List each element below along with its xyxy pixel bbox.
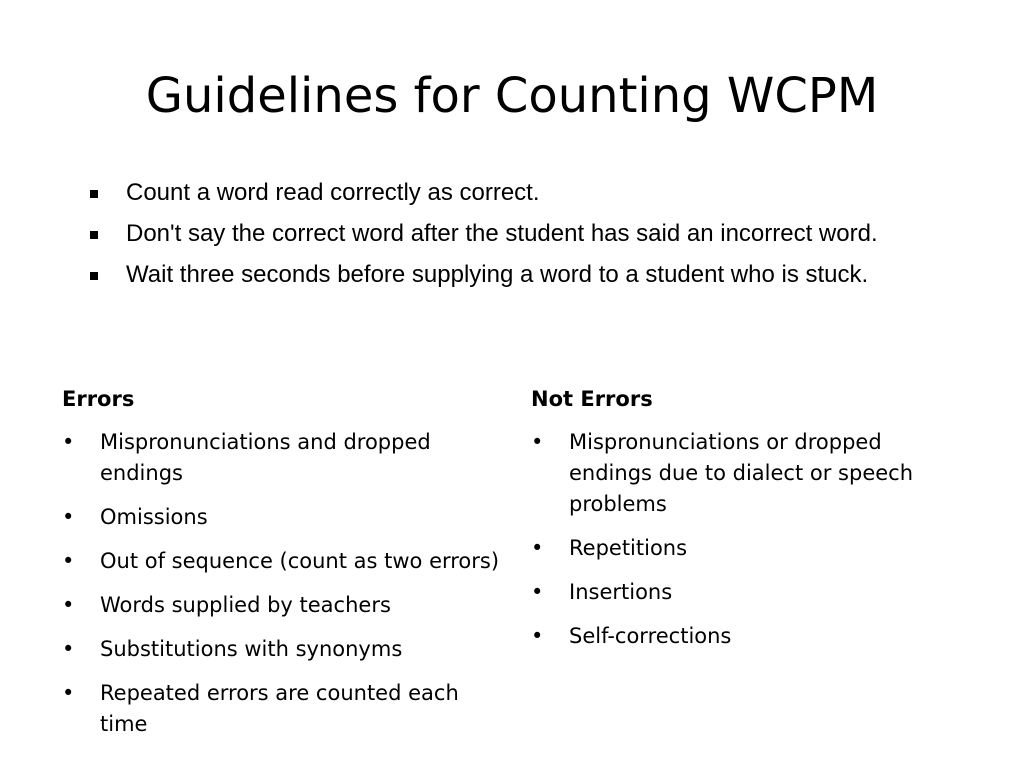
- bullet-icon: •: [531, 536, 544, 560]
- guidelines-list: [90, 176, 950, 299]
- slide-title: Guidelines for Counting WCPM: [145, 68, 879, 124]
- not-errors-list-item: [531, 533, 971, 564]
- bullet-icon: •: [62, 681, 75, 705]
- errors-item-text: Repeated errors are counted each time: [100, 681, 459, 736]
- guideline-text: Don't say the correct word after the student has said an incorrect word.: [126, 220, 878, 247]
- bullet-icon: •: [62, 637, 75, 661]
- not-errors-list-item: [531, 577, 971, 608]
- errors-column: [62, 382, 502, 753]
- not-errors-list-item: [531, 427, 971, 520]
- errors-list-item: [62, 502, 502, 533]
- bullet-icon: •: [531, 624, 544, 648]
- guideline-item: [90, 176, 950, 210]
- guideline-text: Count a word read correctly as correct.: [126, 179, 540, 206]
- not-errors-item-text: Self-corrections: [569, 624, 732, 648]
- not-errors-heading: Not Errors: [531, 387, 653, 411]
- bullet-icon: •: [531, 580, 544, 604]
- errors-list-item: [62, 678, 502, 740]
- errors-item-text: Substitutions with synonyms: [100, 637, 403, 661]
- square-bullet-icon: [90, 272, 98, 280]
- guideline-item: [90, 217, 950, 251]
- not-errors-item-text: Repetitions: [569, 536, 688, 560]
- errors-item-text: Mispronunciations and dropped endings: [100, 430, 431, 485]
- bullet-icon: •: [62, 593, 75, 617]
- bullet-icon: •: [531, 430, 544, 454]
- errors-item-text: Out of sequence (count as two errors): [100, 549, 500, 573]
- bullet-icon: •: [62, 549, 75, 573]
- not-errors-item-text: Insertions: [569, 580, 673, 604]
- errors-heading: Errors: [62, 387, 135, 411]
- errors-list-item: [62, 427, 502, 489]
- not-errors-item-text: Mispronunciations or dropped endings due to dialect or speech problems: [569, 430, 914, 516]
- square-bullet-icon: [90, 231, 98, 239]
- guideline-item: [90, 258, 950, 292]
- not-errors-column: [531, 382, 971, 665]
- guideline-text: Wait three seconds before supplying a word to a student who is stuck.: [126, 261, 869, 288]
- not-errors-list-item: [531, 621, 971, 652]
- errors-item-text: Omissions: [100, 505, 208, 529]
- errors-list-item: [62, 634, 502, 665]
- bullet-icon: •: [62, 430, 75, 454]
- errors-list-item: [62, 590, 502, 621]
- square-bullet-icon: [90, 190, 98, 198]
- errors-item-text: Words supplied by teachers: [100, 593, 391, 617]
- errors-list: [62, 427, 502, 740]
- errors-list-item: [62, 546, 502, 577]
- bullet-icon: •: [62, 505, 75, 529]
- not-errors-list: [531, 427, 971, 652]
